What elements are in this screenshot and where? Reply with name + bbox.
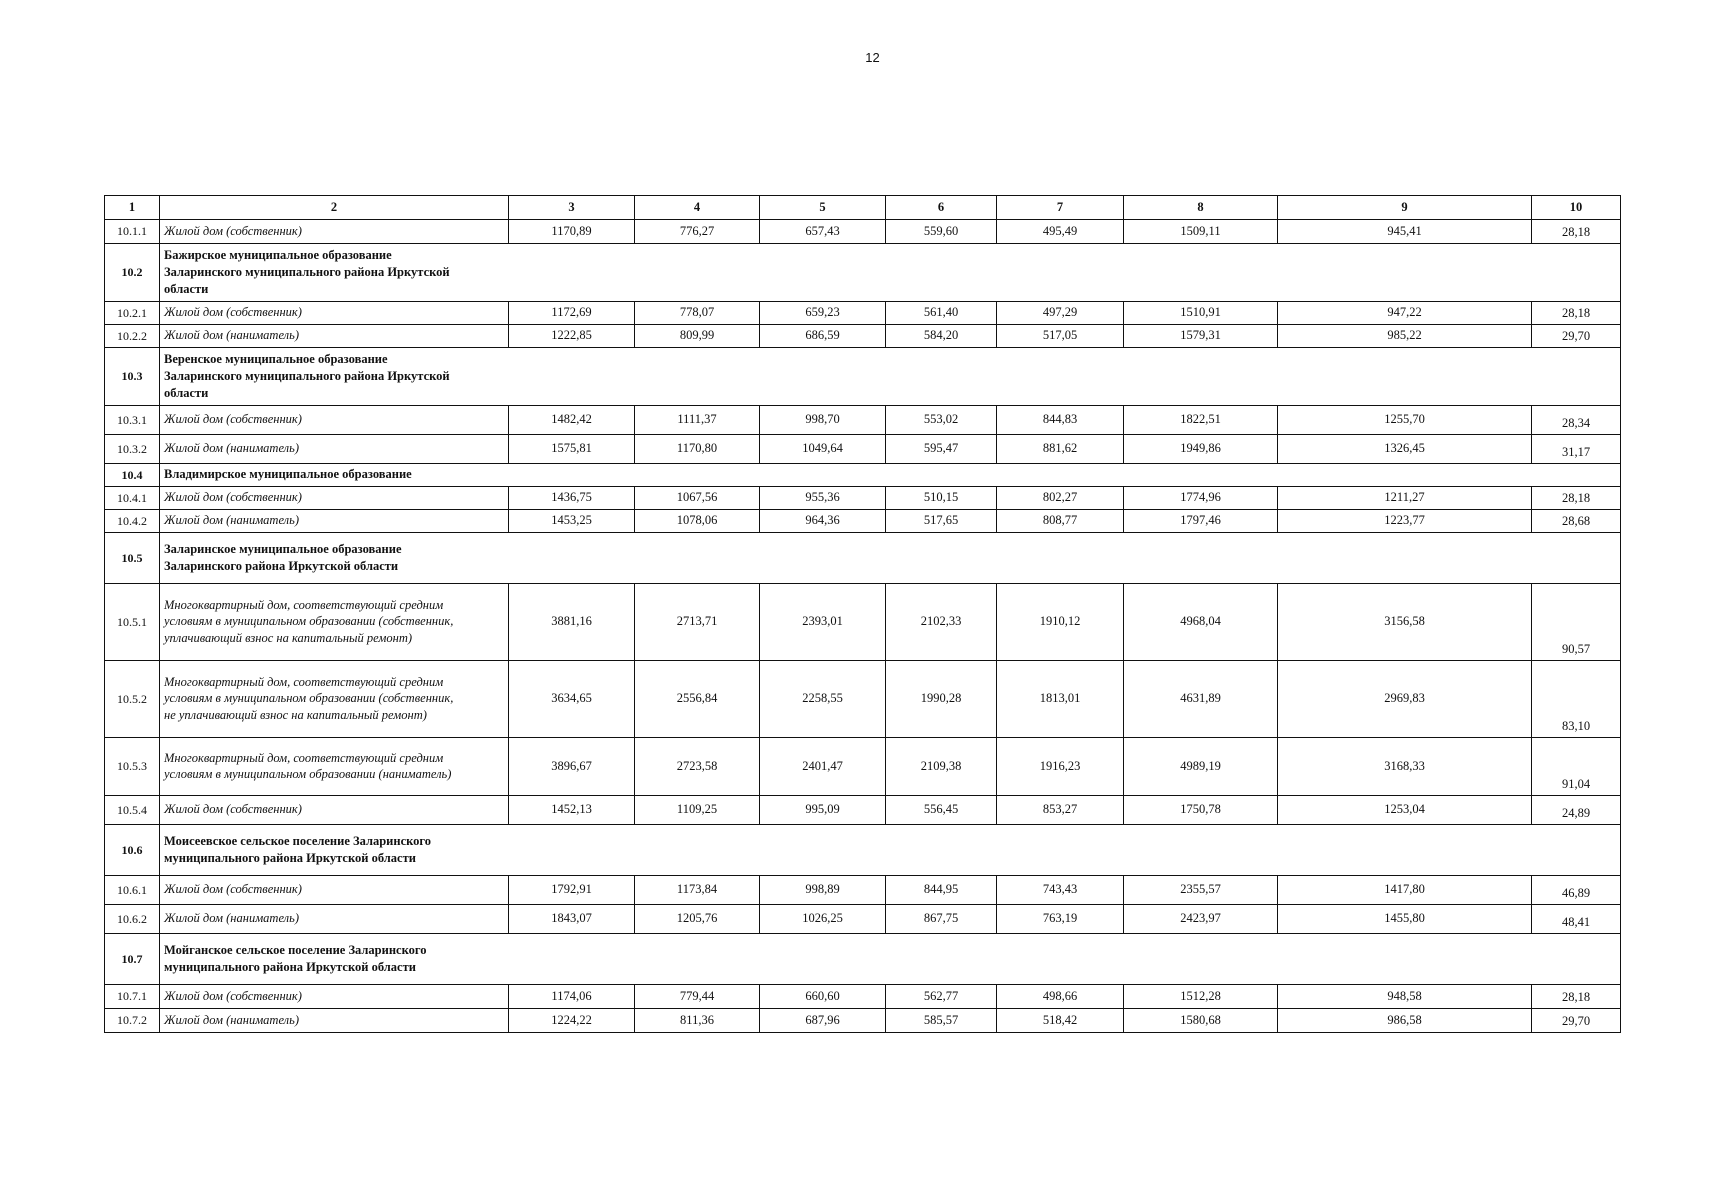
value-cell: 48,41: [1532, 904, 1621, 933]
value-cell: 1580,68: [1124, 1008, 1278, 1032]
value-cell: 998,89: [760, 875, 886, 904]
row-code: 10.5.4: [105, 795, 160, 824]
value-cell: 584,20: [886, 324, 997, 347]
table-row: [105, 405, 1621, 434]
table-row: [105, 737, 1621, 795]
value-cell: 948,58: [1278, 984, 1532, 1008]
value-cell: 1170,89: [509, 219, 635, 243]
value-cell: 1436,75: [509, 486, 635, 509]
header-cell: 8: [1124, 196, 1278, 220]
value-cell: 28,18: [1532, 301, 1621, 324]
table-row: [105, 219, 1621, 243]
header-row: [105, 196, 1621, 220]
value-cell: 24,89: [1532, 795, 1621, 824]
value-cell: 1575,81: [509, 434, 635, 463]
table-row: [105, 984, 1621, 1008]
table-row: [105, 904, 1621, 933]
value-cell: 1326,45: [1278, 434, 1532, 463]
value-cell: 1509,11: [1124, 219, 1278, 243]
value-cell: 2258,55: [760, 660, 886, 737]
value-cell: 867,75: [886, 904, 997, 933]
value-cell: 1512,28: [1124, 984, 1278, 1008]
value-cell: 3168,33: [1278, 737, 1532, 795]
table-row: [105, 1008, 1621, 1032]
table-row: [105, 324, 1621, 347]
value-cell: 2109,38: [886, 737, 997, 795]
value-cell: 1205,76: [635, 904, 760, 933]
value-cell: 1843,07: [509, 904, 635, 933]
value-cell: 46,89: [1532, 875, 1621, 904]
row-code: 10.2.2: [105, 324, 160, 347]
table-row: [105, 301, 1621, 324]
value-cell: 2556,84: [635, 660, 760, 737]
value-cell: 595,47: [886, 434, 997, 463]
value-cell: 31,17: [1532, 434, 1621, 463]
value-cell: 802,27: [997, 486, 1124, 509]
value-cell: 4631,89: [1124, 660, 1278, 737]
row-label: Многоквартирный дом, соответствующий средним условиям в муниципальном образовании (собственник, уплачивающий взнос на капитальный ремонт): [160, 583, 509, 660]
table-row: [105, 434, 1621, 463]
header-cell: 4: [635, 196, 760, 220]
row-label: Многоквартирный дом, соответствующий средним условиям в муниципальном образовании (наниматель): [160, 737, 509, 795]
value-cell: 2723,58: [635, 737, 760, 795]
value-cell: 517,05: [997, 324, 1124, 347]
value-cell: 1417,80: [1278, 875, 1532, 904]
section-title: Владимирское муниципальное образование: [160, 463, 1621, 486]
value-cell: 3634,65: [509, 660, 635, 737]
value-cell: 1109,25: [635, 795, 760, 824]
value-cell: 778,07: [635, 301, 760, 324]
value-cell: 1222,85: [509, 324, 635, 347]
value-cell: 3881,16: [509, 583, 635, 660]
value-cell: 1111,37: [635, 405, 760, 434]
row-code: 10.6.2: [105, 904, 160, 933]
row-code: 10.6: [105, 824, 160, 875]
row-label: Жилой дом (наниматель): [160, 434, 509, 463]
value-cell: 498,66: [997, 984, 1124, 1008]
value-cell: 3156,58: [1278, 583, 1532, 660]
value-cell: 844,83: [997, 405, 1124, 434]
value-cell: 3896,67: [509, 737, 635, 795]
table-row: [105, 660, 1621, 737]
row-label: Жилой дом (наниматель): [160, 1008, 509, 1032]
value-cell: 964,36: [760, 509, 886, 532]
value-cell: 585,57: [886, 1008, 997, 1032]
value-cell: 945,41: [1278, 219, 1532, 243]
value-cell: 955,36: [760, 486, 886, 509]
section-row: [105, 243, 1621, 301]
row-code: 10.4: [105, 463, 160, 486]
value-cell: 29,70: [1532, 324, 1621, 347]
value-cell: 495,49: [997, 219, 1124, 243]
value-cell: 660,60: [760, 984, 886, 1008]
value-cell: 986,58: [1278, 1008, 1532, 1032]
value-cell: 1174,06: [509, 984, 635, 1008]
value-cell: 562,77: [886, 984, 997, 1008]
value-cell: 28,18: [1532, 219, 1621, 243]
value-cell: 743,43: [997, 875, 1124, 904]
row-code: 10.3.1: [105, 405, 160, 434]
value-cell: 995,09: [760, 795, 886, 824]
value-cell: 1774,96: [1124, 486, 1278, 509]
row-code: 10.4.1: [105, 486, 160, 509]
value-cell: 1223,77: [1278, 509, 1532, 532]
value-cell: 2423,97: [1124, 904, 1278, 933]
row-label: Жилой дом (наниматель): [160, 324, 509, 347]
value-cell: 998,70: [760, 405, 886, 434]
value-cell: 657,43: [760, 219, 886, 243]
value-cell: 1910,12: [997, 583, 1124, 660]
table-row: [105, 795, 1621, 824]
value-cell: 1067,56: [635, 486, 760, 509]
value-cell: 1455,80: [1278, 904, 1532, 933]
row-label: Жилой дом (наниматель): [160, 509, 509, 532]
value-cell: 1510,91: [1124, 301, 1278, 324]
page-number: 12: [865, 50, 880, 65]
value-cell: 1026,25: [760, 904, 886, 933]
value-cell: 4968,04: [1124, 583, 1278, 660]
header-cell: 3: [509, 196, 635, 220]
header-cell: 7: [997, 196, 1124, 220]
table-row: [105, 486, 1621, 509]
value-cell: 686,59: [760, 324, 886, 347]
value-cell: 1990,28: [886, 660, 997, 737]
value-cell: 1170,80: [635, 434, 760, 463]
value-cell: 947,22: [1278, 301, 1532, 324]
value-cell: 90,57: [1532, 583, 1621, 660]
row-code: 10.2.1: [105, 301, 160, 324]
section-title: Веренское муниципальное образование Заларинского муниципального района Иркутской области: [160, 347, 1621, 405]
value-cell: 1253,04: [1278, 795, 1532, 824]
value-cell: 4989,19: [1124, 737, 1278, 795]
table-row: [105, 509, 1621, 532]
value-cell: 776,27: [635, 219, 760, 243]
row-code: 10.6.1: [105, 875, 160, 904]
row-label: Жилой дом (собственник): [160, 486, 509, 509]
row-code: 10.5.2: [105, 660, 160, 737]
value-cell: 985,22: [1278, 324, 1532, 347]
value-cell: 28,18: [1532, 984, 1621, 1008]
value-cell: 2355,57: [1124, 875, 1278, 904]
row-code: 10.1.1: [105, 219, 160, 243]
value-cell: 553,02: [886, 405, 997, 434]
row-code: 10.5.1: [105, 583, 160, 660]
header-cell: 1: [105, 196, 160, 220]
section-row: [105, 933, 1621, 984]
value-cell: 687,96: [760, 1008, 886, 1032]
value-cell: 29,70: [1532, 1008, 1621, 1032]
section-row: [105, 824, 1621, 875]
value-cell: 1211,27: [1278, 486, 1532, 509]
value-cell: 1482,42: [509, 405, 635, 434]
header-cell: 2: [160, 196, 509, 220]
value-cell: 28,68: [1532, 509, 1621, 532]
value-cell: 1949,86: [1124, 434, 1278, 463]
row-label: Жилой дом (собственник): [160, 405, 509, 434]
value-cell: 559,60: [886, 219, 997, 243]
value-cell: 517,65: [886, 509, 997, 532]
row-label: Жилой дом (собственник): [160, 219, 509, 243]
value-cell: 881,62: [997, 434, 1124, 463]
value-cell: 510,15: [886, 486, 997, 509]
row-code: 10.7: [105, 933, 160, 984]
row-code: 10.5.3: [105, 737, 160, 795]
value-cell: 497,29: [997, 301, 1124, 324]
value-cell: 28,18: [1532, 486, 1621, 509]
row-code: 10.7.1: [105, 984, 160, 1008]
row-code: 10.3.2: [105, 434, 160, 463]
header-cell: 10: [1532, 196, 1621, 220]
value-cell: 1452,13: [509, 795, 635, 824]
section-row: [105, 347, 1621, 405]
table-row: [105, 875, 1621, 904]
value-cell: 1453,25: [509, 509, 635, 532]
value-cell: 561,40: [886, 301, 997, 324]
section-title: Мойганское сельское поселение Заларинского муниципального района Иркутской области: [160, 933, 1621, 984]
row-code: 10.2: [105, 243, 160, 301]
value-cell: 659,23: [760, 301, 886, 324]
value-cell: 1813,01: [997, 660, 1124, 737]
row-label: Жилой дом (собственник): [160, 875, 509, 904]
value-cell: 556,45: [886, 795, 997, 824]
value-cell: 1797,46: [1124, 509, 1278, 532]
value-cell: 853,27: [997, 795, 1124, 824]
value-cell: 808,77: [997, 509, 1124, 532]
section-row: [105, 532, 1621, 583]
value-cell: 1255,70: [1278, 405, 1532, 434]
header-cell: 9: [1278, 196, 1532, 220]
value-cell: 2401,47: [760, 737, 886, 795]
tariff-table: [104, 195, 1621, 1033]
row-code: 10.5: [105, 532, 160, 583]
header-cell: 5: [760, 196, 886, 220]
value-cell: 844,95: [886, 875, 997, 904]
section-title: Заларинское муниципальное образование Заларинского района Иркутской области: [160, 532, 1621, 583]
value-cell: 763,19: [997, 904, 1124, 933]
value-cell: 1750,78: [1124, 795, 1278, 824]
table-body: [105, 196, 1621, 1033]
row-label: Жилой дом (собственник): [160, 984, 509, 1008]
value-cell: 1822,51: [1124, 405, 1278, 434]
row-label: Многоквартирный дом, соответствующий средним условиям в муниципальном образовании (собственник, не уплачивающий взнос на капитальный ремонт): [160, 660, 509, 737]
section-title: Моисеевское сельское поселение Заларинского муниципального района Иркутской области: [160, 824, 1621, 875]
value-cell: 2393,01: [760, 583, 886, 660]
value-cell: 779,44: [635, 984, 760, 1008]
value-cell: 83,10: [1532, 660, 1621, 737]
value-cell: 809,99: [635, 324, 760, 347]
row-label: Жилой дом (собственник): [160, 301, 509, 324]
section-row: [105, 463, 1621, 486]
header-cell: 6: [886, 196, 997, 220]
value-cell: 1579,31: [1124, 324, 1278, 347]
value-cell: 28,34: [1532, 405, 1621, 434]
value-cell: 1049,64: [760, 434, 886, 463]
row-code: 10.4.2: [105, 509, 160, 532]
row-code: 10.7.2: [105, 1008, 160, 1032]
value-cell: 91,04: [1532, 737, 1621, 795]
value-cell: 1224,22: [509, 1008, 635, 1032]
value-cell: 1792,91: [509, 875, 635, 904]
section-title: Бажирское муниципальное образование Заларинского муниципального района Иркутской области: [160, 243, 1621, 301]
value-cell: 2102,33: [886, 583, 997, 660]
row-label: Жилой дом (наниматель): [160, 904, 509, 933]
value-cell: 518,42: [997, 1008, 1124, 1032]
value-cell: 1078,06: [635, 509, 760, 532]
value-cell: 1172,69: [509, 301, 635, 324]
value-cell: 2969,83: [1278, 660, 1532, 737]
row-label: Жилой дом (собственник): [160, 795, 509, 824]
row-code: 10.3: [105, 347, 160, 405]
value-cell: 2713,71: [635, 583, 760, 660]
value-cell: 1916,23: [997, 737, 1124, 795]
value-cell: 1173,84: [635, 875, 760, 904]
table-row: [105, 583, 1621, 660]
value-cell: 811,36: [635, 1008, 760, 1032]
